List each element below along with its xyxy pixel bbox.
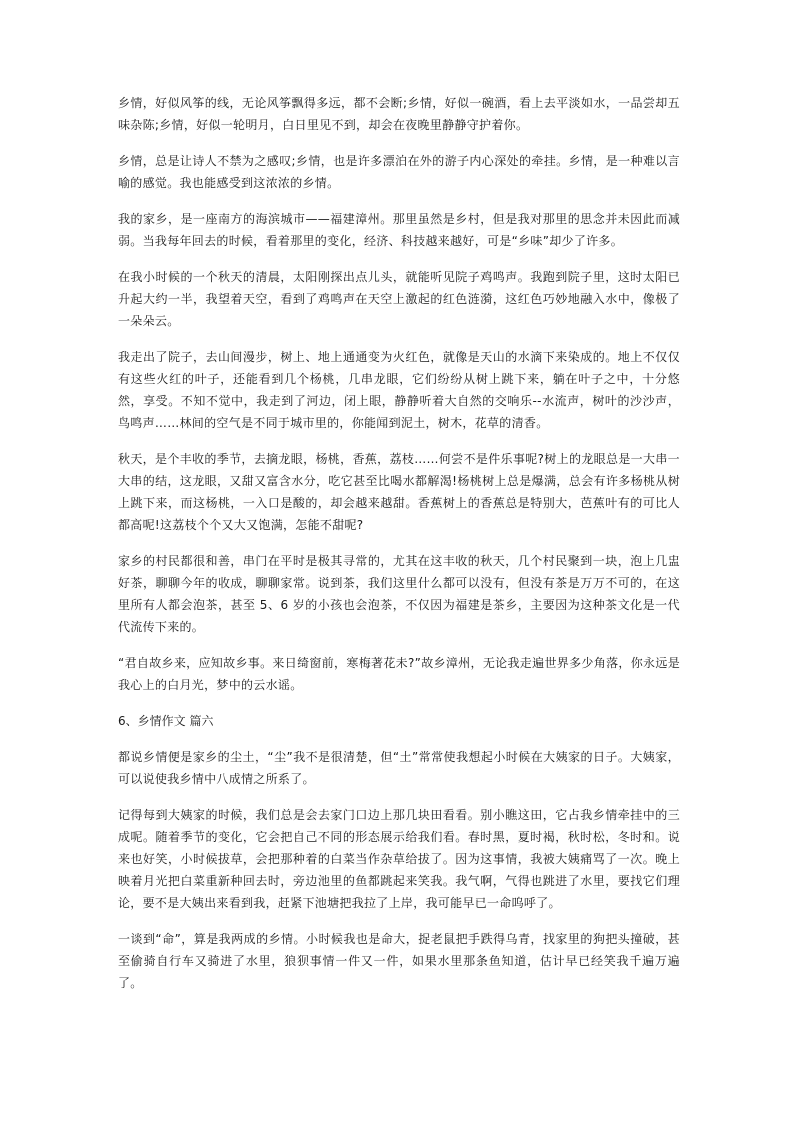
paragraph: 都说乡情便是家乡的尘土，“尘”我不是很清楚，但“土”常常使我想起小时候在大姨家的日子。大姨家，可以说使我乡情中八成情之所系了。: [118, 750, 680, 786]
paragraph: 秋天，是个丰收的季节，去摘龙眼，杨桃，香蕉，荔枝……何尝不是件乐事呢?树上的龙眼总是一大串一大串的结，这龙眼，又甜又富含水分，吃它甚至比喝水都解渴!杨桃树上总是爆满，总会有许多杨桃从树上跳下来，而这杨桃，一入口是酸的，却会越来越甜。香蕉树上的香蕉总是特别大，芭蕉叶有的可比人都高呢!这荔枝个个又大又饱满，怎能不甜呢?: [118, 452, 680, 532]
document-page: [118, 92, 680, 1008]
paragraph: 家乡的村民都很和善，串门在平时是极其寻常的，尤其在这丰收的秋天，几个村民聚到一块，泡上几盅好茶，聊聊今年的收成，聊聊家常。说到茶，我们这里什么都可以没有，但没有茶是万万不可的，在这里所有人都会泡茶，甚至 5、6 岁的小孩也会泡茶，不仅因为福建是茶乡，主要因为这种茶文化是一代代流传下来的。: [118, 554, 680, 634]
paragraph: 乡情，总是让诗人不禁为之感叹;乡情，也是许多漂泊在外的游子内心深处的牵挂。乡情，是一种难以言喻的感觉。我也能感受到这浓浓的乡情。: [118, 154, 680, 190]
paragraph: 记得每到大姨家的时候，我们总是会去家门口边上那几块田看看。别小瞧这田，它占我乡情牵挂中的三成呢。随着季节的变化，它会把自己不同的形态展示给我们看。春时黑，夏时褐，秋时松，冬时和。说来也好笑，小时候拔草，会把那种着的白菜当作杂草给拔了。因为这事情，我被大姨痛骂了一次。晚上映着月光把白菜重新种回去时，旁边池里的鱼都跳起来笑我。我气啊，气得也跳进了水里，要找它们理论，要不是大姨出来看到我，赶紧下池塘把我拉了上岸，我可能早已一命呜呼了。: [118, 808, 680, 910]
section-heading: 6、乡情作文 篇六: [118, 714, 214, 728]
paragraph: 我走出了院子，去山间漫步，树上、地上通通变为火红色，就像是天山的水滴下来染成的。地上不仅仅有这些火红的叶子，还能看到几个杨桃，几串龙眼，它们纷纷从树上跳下来，躺在叶子之中，十分悠然，享受。不知不觉中，我走到了河边，闭上眼，静静听着大自然的交响乐--水流声，树叶的沙沙声，鸟鸣声……林间的空气是不同于城市里的，你能闻到泥土，树木，花草的清香。: [118, 350, 680, 430]
paragraph: 在我小时候的一个秋天的清晨，太阳刚探出点儿头，就能听见院子鸡鸣声。我跑到院子里，这时太阳已升起大约一半，我望着天空，看到了鸡鸣声在天空上激起的红色涟漪，这红色巧妙地融入水中，像极了一朵朵云。: [118, 270, 680, 328]
paragraph: “君自故乡来，应知故乡事。来日绮窗前，寒梅著花未?”故乡漳州，无论我走遍世界多少角落，你永远是我心上的白月光，梦中的云水谣。: [118, 656, 680, 692]
paragraph: 乡情，好似风筝的线，无论风筝飘得多远，都不会断;乡情，好似一碗酒，看上去平淡如水，一品尝却五味杂陈;乡情，好似一轮明月，白日里见不到，却会在夜晚里静静守护着你。: [118, 96, 680, 132]
paragraph: 我的家乡，是一座南方的海滨城市——福建漳州。那里虽然是乡村，但是我对那里的思念并未因此而减弱。当我每年回去的时候，看着那里的变化，经济、科技越来越好，可是“乡味”却少了许多。: [118, 212, 680, 248]
paragraph: 一谈到“命”，算是我两成的乡情。小时候我也是命大，捉老鼠把手跌得乌青，找家里的狗把头撞破，甚至偷骑自行车又骑进了水里，狼狈事情一件又一件，如果水里那条鱼知道，估计早已经笑我千遍万遍了。: [118, 932, 680, 990]
